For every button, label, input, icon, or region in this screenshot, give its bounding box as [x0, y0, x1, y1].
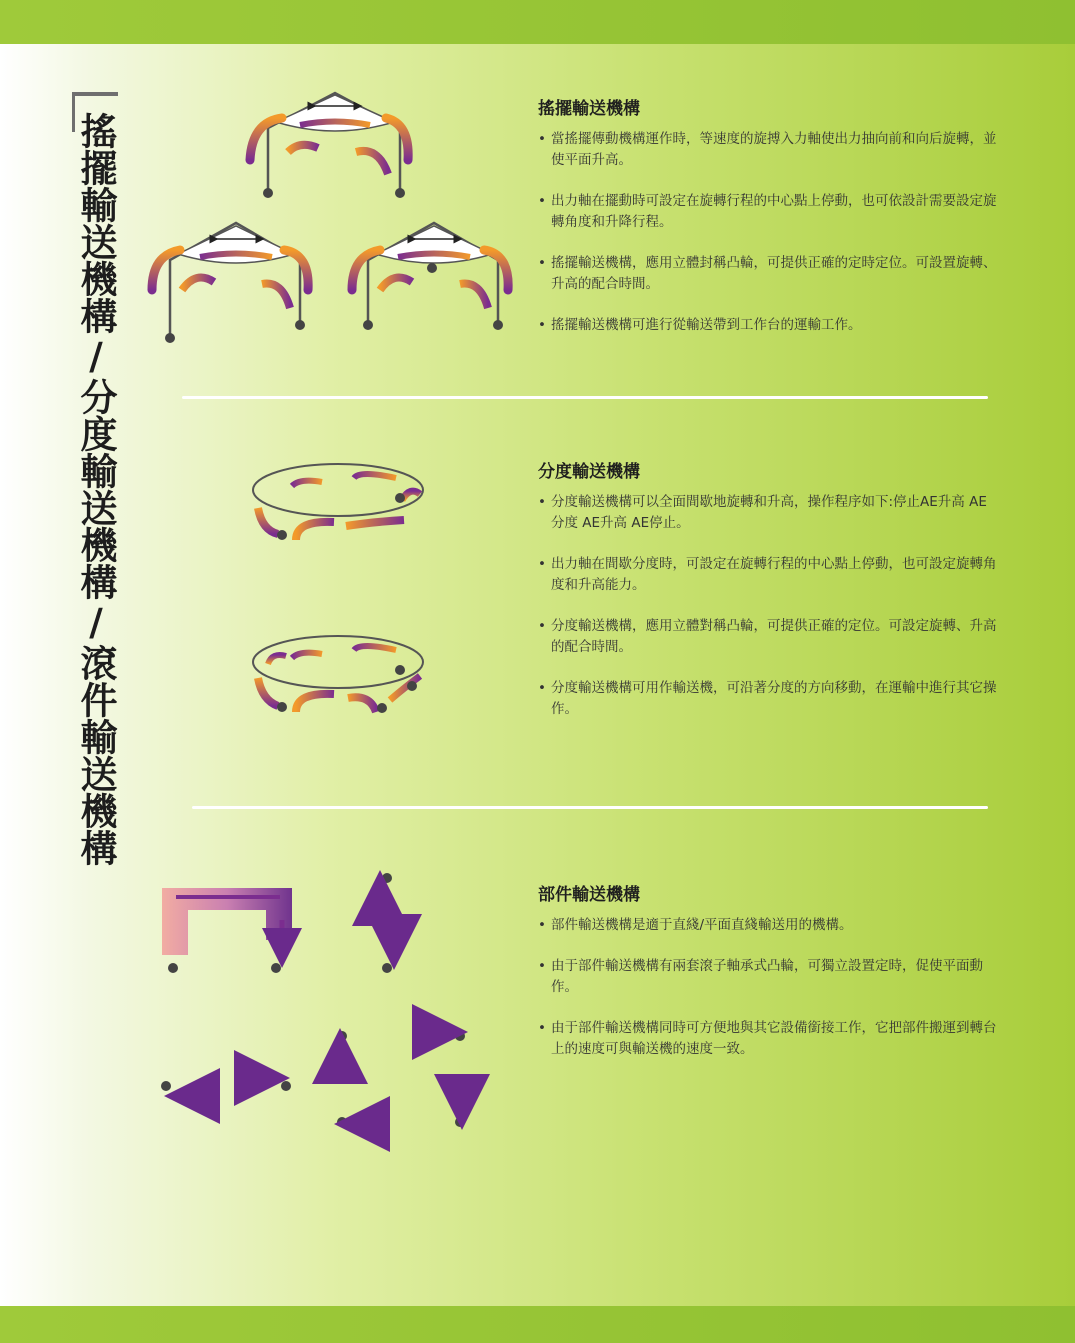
list-item: • 搖擺輸送機構，應用立體封稱凸輪，可提供正確的定時定位。可設置旋轉、升高的配合時間。 — [538, 253, 998, 295]
list-item: • 分度輸送機構，應用立體對稱凸輪，可提供正確的定位。可設定旋轉、升高的配合時間。 — [538, 616, 998, 658]
index-diagram-top — [253, 464, 423, 540]
list-item: • 部件輸送機構是適于直綫/平面直綫輸送用的機構。 — [538, 915, 998, 936]
list-item: • 由于部件輸送機構同時可方便地與其它設備銜接工作，它把部件搬運到轉台上的速度可與輸送機的速度一致。 — [538, 1018, 998, 1060]
list-item: • 分度輸送機構可以全面間歇地旋轉和升高，操作程序如下:停止AE升高 AE分度 AE升高 AE停止。 — [538, 492, 998, 534]
swing-diagram-right — [352, 223, 508, 330]
list-item: • 出力軸在間歇分度時，可設定在旋轉行程的中心點上停動，也可設定旋轉角度和升高能力。 — [538, 554, 998, 596]
swing-diagram-left — [152, 223, 308, 343]
list-item: • 搖擺輸送機構可進行從輸送帶到工作台的運輸工作。 — [538, 315, 998, 336]
list-item: • 分度輸送機構可用作輸送機，可沿著分度的方向移動，在運輸中進行其它操作。 — [538, 678, 998, 720]
index-diagram-bottom — [253, 636, 423, 713]
section-title: 部件輸送機構 — [538, 885, 640, 905]
part-diagram-horizontal — [161, 1078, 291, 1096]
part-diagram-vertical — [380, 873, 394, 973]
list-item: • 當搖擺傳動機構運作時，等速度的旋搏入力軸使出力抽向前和向后旋轉，並使平面升高。 — [538, 129, 998, 171]
section-title: 搖擺輸送機構 — [538, 99, 640, 119]
part-diagram-loop — [337, 1031, 465, 1127]
swing-diagram-top — [250, 93, 408, 198]
part-diagram-box — [162, 888, 292, 973]
section-title: 分度輸送機構 — [538, 462, 640, 482]
list-item: • 由于部件輸送機構有兩套滾子軸承式凸輪，可獨立設置定時，促使平面動作。 — [538, 956, 998, 998]
list-item: • 出力軸在擺動時可設定在旋轉行程的中心點上停動，也可依設計需要設定旋轉角度和升降行程。 — [538, 191, 998, 233]
page-title: 搖擺輸送機構/分度輸送機構/滾件輸送機構 — [74, 112, 118, 866]
